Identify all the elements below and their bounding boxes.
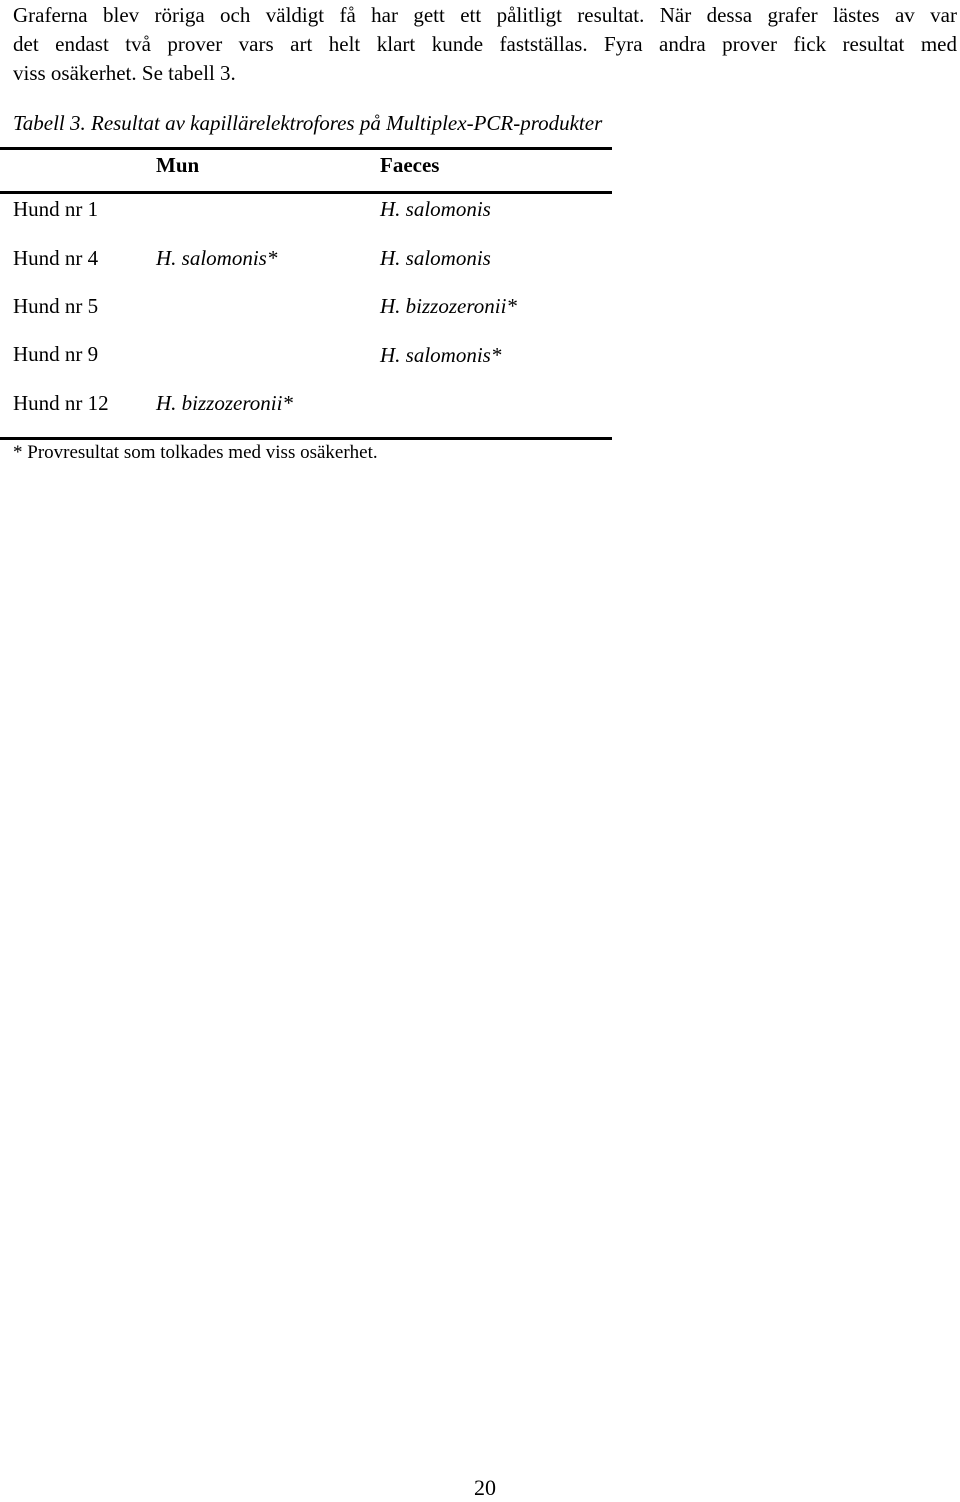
page-number: 20 [474,1475,496,1500]
row-label: Hund nr 1 [13,197,99,221]
header-mun: Mun [156,153,200,177]
row-mun-value: H. bizzozeronii* [156,391,293,415]
row-mun-value: H. salomonis* [156,246,278,270]
table-bottom-rule [0,437,612,440]
row-faeces-value: H. salomonis [380,197,491,221]
header-faeces: Faeces [380,153,440,177]
row-label: Hund nr 4 [13,246,99,270]
paragraph-line: det endast två prover vars art helt klart kunde fastställas. Fyra andra prover fick resultat med [13,32,957,56]
row-label: Hund nr 5 [13,294,99,318]
table-top-rule [0,147,612,150]
paragraph-line: viss osäkerhet. Se tabell 3. [13,61,236,85]
row-faeces-value: H. salomonis [380,246,491,270]
row-label: Hund nr 9 [13,342,99,366]
table-footnote: * Provresultat som tolkades med viss osäkerhet. [13,442,378,463]
paragraph-line: Graferna blev röriga och väldigt få har gett ett pålitligt resultat. När dessa grafer lästes av var [13,3,957,27]
row-faeces-value: H. salomonis* [380,343,502,367]
table-caption: Tabell 3. Resultat av kapillärelektrofores på Multiplex-PCR-produkter [13,111,603,135]
body-paragraph [13,1,957,88]
table-header-rule [0,191,612,194]
row-faeces-value: H. bizzozeronii* [380,294,517,318]
row-label: Hund nr 12 [13,391,109,415]
